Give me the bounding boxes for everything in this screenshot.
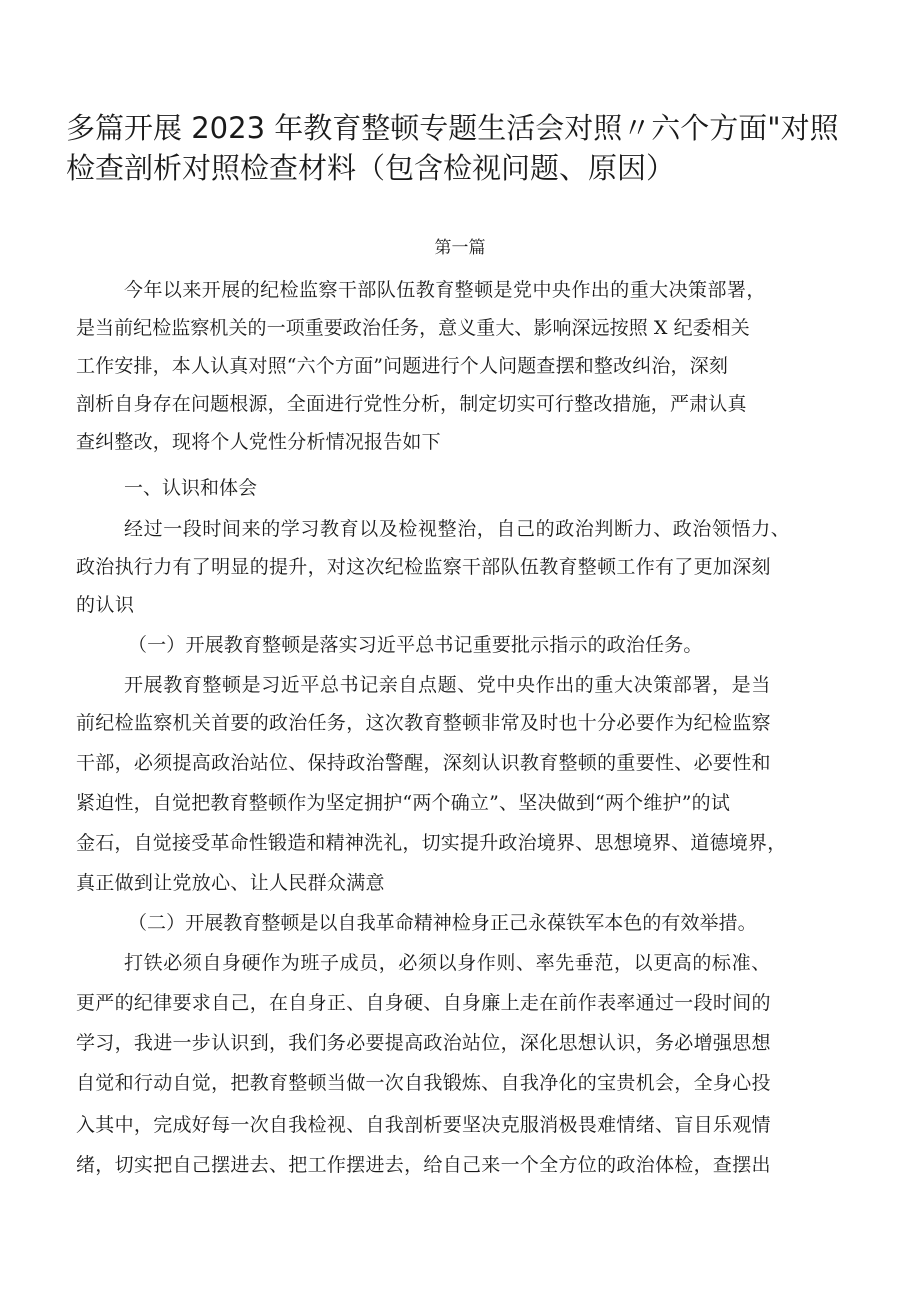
intro-line: 剖析自身存在问题根源，全面进行党性分析，制定切实可行整改措施，严肃认真 — [76, 393, 747, 415]
body-line: 绪，切实把自己摆进去、把工作摆进去，给自己来一个全方位的政治体检，查摆出 — [76, 1154, 771, 1176]
body-line: 金石，自觉接受革命性锻造和精神洗礼，切实提升政治境界、思想境界、道德境界， — [76, 832, 787, 854]
intro-line: 是当前纪检监察机关的一项重要政治任务，意义重大、影响深远按照 X 纪委相关 — [76, 317, 750, 339]
subsection-heading: （一）开展教育整顿是落实习近平总书记重要批示指示的政治任务。 — [128, 634, 703, 656]
body-line: 干部，必须提高政治站位、保持政治警醒，深刻认识教育整顿的重要性、必要性和 — [76, 752, 771, 774]
title-line: 多篇开展 2023 年教育整顿专题生活会对照〃六个方面"对照 — [66, 111, 839, 145]
body-line: 开展教育整顿是习近平总书记亲自点题、党中央作出的重大决策部署，是当 — [124, 674, 771, 696]
document-title — [66, 108, 866, 188]
body-line: 学习，我进一步认识到，我们务必要提高政治站位，深化思想认识，务必增强思想 — [76, 1032, 771, 1054]
title-line: 检查剖析对照检查材料（包含检视问题、原因） — [66, 151, 676, 185]
section-label: 第一篇 — [434, 238, 486, 258]
body-line: 政治执行力有了明显的提升，对这次纪检监察干部队伍教育整顿工作有了更加深刻 — [76, 556, 771, 578]
section-heading: 一、认识和体会 — [124, 477, 258, 499]
body-line: 的认识 — [76, 594, 135, 616]
intro-line: 查纠整改，现将个人党性分析情况报告如下 — [76, 431, 441, 453]
subsection-heading: （二）开展教育整顿是以自我革命精神检身正己永葆铁军本色的有效举措。 — [128, 912, 757, 934]
body-line: 紧迫性，自觉把教育整顿作为坚定拥护“两个确立”、坚决做到“两个维护”的试 — [76, 792, 731, 814]
body-line: 自觉和行动自觉，把教育整顿当做一次自我锻炼、自我净化的宝贵机会，全身心投 — [76, 1072, 771, 1094]
body-line: 真正做到让党放心、让人民群众满意 — [76, 872, 385, 894]
body-line: 打铁必须自身硬作为班子成员，必须以身作则、率先垂范，以更高的标准、 — [124, 952, 771, 974]
body-line: 前纪检监察机关首要的政治任务，这次教育整顿非常及时也十分必要作为纪检监察 — [76, 712, 771, 734]
body-line: 更严的纪律要求自己，在自身正、自身硬、自身廉上走在前作表率通过一段时间的 — [76, 992, 771, 1014]
body-line: 经过一段时间来的学习教育以及检视整治，自己的政治判断力、政治领悟力、 — [124, 518, 791, 540]
intro-line: 今年以来开展的纪检监察干部队伍教育整顿是党中央作出的重大决策部署， — [124, 279, 766, 301]
body-line: 入其中，完成好每一次自我检视、自我剖析要坚决克服消极畏难情绪、盲目乐观情 — [76, 1114, 771, 1136]
intro-line: 工作安排，本人认真对照“六个方面”问题进行个人问题查摆和整改纠治，深刻 — [76, 355, 729, 377]
